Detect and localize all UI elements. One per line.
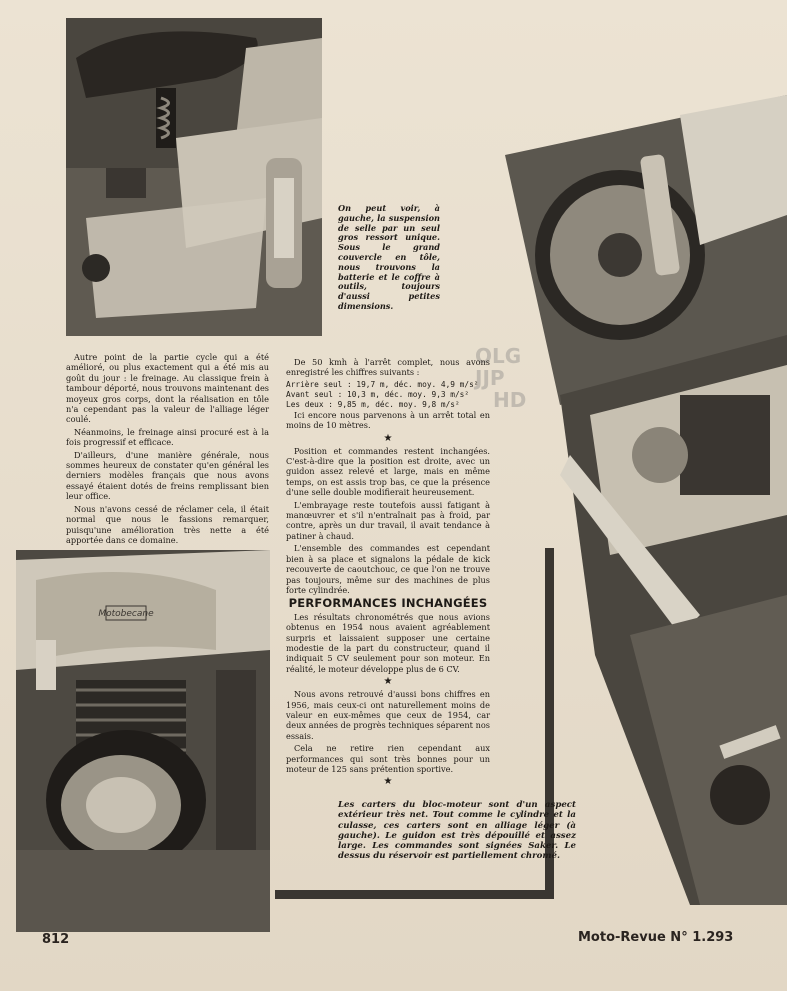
separator-star: ★	[383, 432, 393, 444]
left-paragraph: Nous n'avons cessé de réclamer cela, il était normal que nous le fassions remarquer, puisqu'une amélioration très nette a été apportée dans ce domaine.	[66, 503, 269, 545]
stat-rear-only: Arrière seul : 19,7 m, déc. moy. 4,9 m/s²	[286, 379, 479, 389]
right-paragraph: L'ensemble des commandes est cependant bien à sa place et signalons la pédale de kick recouverte de caoutchouc, ce que l'on ne trouve pas toujours, même sur des machines de plus forte cylindrée.	[286, 543, 490, 595]
magazine-name: Moto-Revue N° 1.293	[578, 930, 734, 945]
right-paragraph: L'embrayage reste toutefois aussi fatigant à manœuvrer et s'il n'entraînait pas à froid, par contre, après un dur travail, il avait tendance à patiner à chaud.	[286, 499, 490, 541]
photo-engine	[16, 550, 270, 932]
watermark-line-3: HD	[493, 388, 527, 412]
right-intro: De 50 kmh à l'arrêt complet, nous avons enregistré les chiffres suivants :	[286, 357, 490, 378]
right-paragraph: Cela ne retire rien cependant aux performances qui sont très bonnes pour un moteur de 125 sans prétention sportive.	[286, 743, 490, 774]
stat-front-only: Avant seul : 10,3 m, déc. moy. 9,3 m/s²	[286, 389, 470, 399]
tank-badge-text: Motobecane	[98, 609, 154, 619]
right-paragraph: Les résultats chronométrés que nous avions obtenus en 1954 nous avaient agréablement surpris et laissaient supposer une certaine modestie de la part du constructeur, quand il indiquait 5 CV seulement pour son moteur. En réalité, le moteur développe plus de 6 CV.	[286, 611, 490, 674]
photo-saddle-suspension	[66, 18, 322, 336]
stat-both: Les deux : 9,85 m, déc. moy. 9,8 m/s²	[286, 399, 460, 409]
braking-stats	[286, 380, 490, 410]
section-heading: PERFORMANCES INCHANGÉES	[288, 596, 488, 611]
left-paragraph: Néanmoins, le freinage ainsi procuré est à la fois progressif et efficace.	[66, 426, 269, 448]
caption-top: On peut voir, à gauche, la suspension de selle par un seul gros ressort unique. Sous le grand couvercle en tôle, nous trouvons la batterie et le coffre à outils, toujours d'aussi petites dimensions.	[338, 203, 440, 311]
separator-star: ★	[383, 676, 393, 688]
left-text-column	[66, 352, 269, 547]
right-after-stats: Ici encore nous parvenons à un arrêt total en moins de 10 mètres.	[286, 409, 490, 431]
right-paragraph: Nous avons retrouvé d'aussi bons chiffres en 1956, mais ceux-ci ont naturellement moins de valeur en eux-mêmes que ceux de 1954, car deux années de progrès techniques séparent nos essais.	[286, 689, 490, 741]
right-paragraph: Position et commandes restent inchangées. C'est-à-dire que la position est droite, avec un guidon assez relevé et large, mais en même temps, on est assis trop bas, ce que la présence d'une selle double modifierait heureusement.	[286, 445, 490, 498]
watermark-line-2: JJP	[475, 366, 505, 390]
page-number: 812	[42, 932, 70, 947]
left-paragraph: D'ailleurs, d'une manière générale, nous sommes heureux de constater qu'en général les derniers modèles français que nous avons essayé étaient dotés de freins remplissant bien leur office.	[66, 449, 269, 502]
watermark-line-1: OLG	[475, 344, 522, 368]
left-paragraph: Autre point de la partie cycle qui a été amélioré, ou plus exactement qui a été mis au goût du jour : le freinage. Au classique frein à tambour déporté, nous trouvons maintenant des moyeux gros corps, dont la réalisation en tôle n'a cependant pas la valeur de l'alliage léger coulé.	[66, 352, 269, 425]
separator-star: ★	[383, 776, 393, 788]
caption-bottom: Les carters du bloc-moteur sont d'un aspect extérieur très net. Tout comme le cylindre et la culasse, ces carters sont en alliage léger (à gauche). Le guidon est très dépouillé et assez large. Les commandes sont signées Saker. Le dessus du réservoir est partiellement chromé.	[338, 800, 576, 862]
